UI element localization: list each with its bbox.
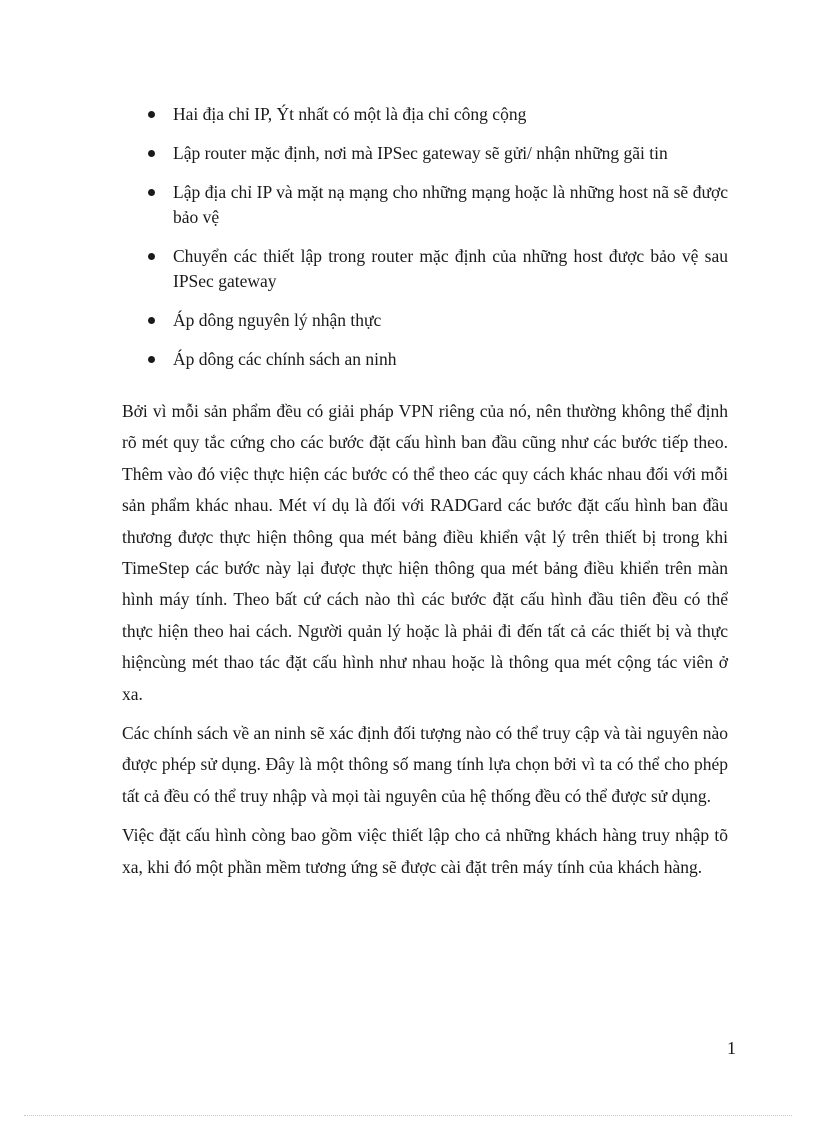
bullet-item — [148, 102, 728, 127]
bullet-text: Chuyển các thiết lập trong router mặc định của những host được bảo vệ sau IPSec gateway — [173, 246, 728, 291]
bullet-text: Áp dông các chính sách an ninh — [173, 349, 397, 369]
page-number: 1 — [727, 1038, 736, 1058]
bullet-dot-icon — [148, 111, 155, 118]
bullet-text: Lập địa chỉ IP và mặt nạ mạng cho những mạng hoặc là những host nã sẽ được bảo vệ — [173, 182, 728, 227]
bullet-item — [148, 141, 728, 166]
bullet-item — [148, 244, 728, 294]
bullet-item — [148, 347, 728, 372]
paragraph: Các chính sách về an ninh sẽ xác định đối tượng nào có thể truy cập và tài nguyên nào được phép sử dụng. Đây là một thông số mang tính lựa chọn bởi vì ta có thể cho phép tất cả đều có thể truy nhập và mọi tài nguyên của hệ thống đều có thể được sử dụng. — [122, 723, 728, 806]
bullet-list — [148, 102, 728, 386]
bullet-item — [148, 180, 728, 230]
bullet-item — [148, 308, 728, 333]
bullet-dot-icon — [148, 253, 155, 260]
bullet-text: Áp dông nguyên lý nhận thực — [173, 310, 382, 330]
bullet-dot-icon — [148, 189, 155, 196]
paragraph: Bởi vì mỗi sản phẩm đều có giải pháp VPN riêng của nó, nên thường không thể định rõ mét quy tắc cứng cho các bước đặt cấu hình ban đầu cũng như các bước tiếp theo. Thêm vào đó việc thực hiện các bước có thể theo các quy cách khác nhau đối với mỗi sản phẩm khác nhau. Mét ví dụ là đối với RADGard các bước đặt cấu hình ban đầu thương được thực hiện thông qua mét bảng điều khiển vật lý trên thiết bị trong khi TimeStep các bước này lại được thực hiện thông qua mét bảng điều khiển trên màn hình máy tính. Theo bất cứ cách nào thì các bước đặt cấu hình đầu tiên đều có thể thực hiện theo hai cách. Người quản lý hoặc là phải đi đến tất cả các thiết bị và thực hiệncùng mét thao tác đặt cấu hình như nhau hoặc là thông qua mét cộng tác viên ở xa. — [122, 401, 728, 704]
bullet-text: Lập router mặc định, nơi mà IPSec gateway sẽ gửi/ nhận những gãi tin — [173, 143, 668, 163]
bullet-dot-icon — [148, 356, 155, 363]
bullet-dot-icon — [148, 317, 155, 324]
bullet-dot-icon — [148, 150, 155, 157]
body-text — [122, 396, 728, 891]
paragraph: Việc đặt cấu hình còng bao gồm việc thiết lập cho cả những khách hàng truy nhập tõ xa, khi đó một phần mềm tương ứng sẽ được cài đặt trên máy tính của khách hàng. — [122, 825, 728, 877]
bullet-text: Hai địa chỉ IP, Ýt nhất có một là địa chỉ công cộng — [173, 104, 527, 124]
footer-divider — [24, 1115, 792, 1116]
